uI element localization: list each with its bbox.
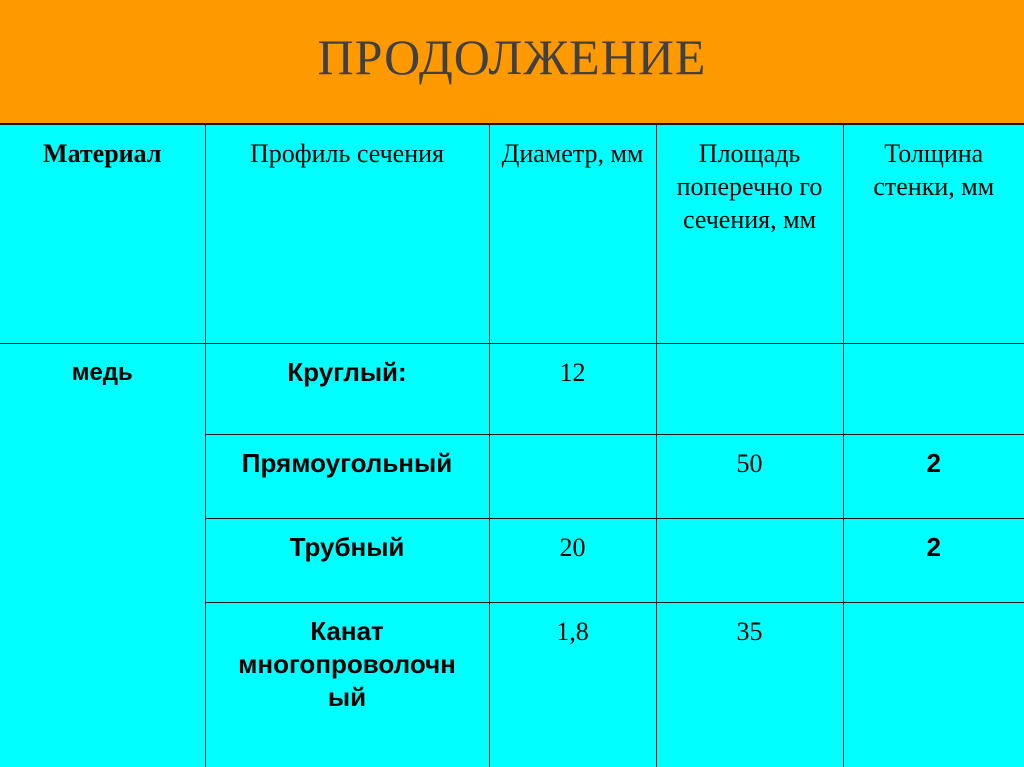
cell-profile: Канат многопроволочн ый	[205, 602, 489, 767]
header-profile: Профиль сечения	[205, 125, 489, 343]
cell-diameter: 20	[489, 518, 656, 602]
slide-title: ПРОДОЛЖЕНИЕ	[317, 28, 707, 85]
cell-thickness: 2	[843, 518, 1024, 602]
cell-material: медь	[0, 343, 205, 767]
cell-area	[656, 518, 843, 602]
cell-thickness: 2	[843, 434, 1024, 518]
cell-area: 50	[656, 434, 843, 518]
header-thickness: Толщина стенки, мм	[843, 125, 1024, 343]
header-diameter: Диаметр, мм	[489, 125, 656, 343]
header-material: Материал	[0, 125, 205, 343]
cell-area	[656, 343, 843, 434]
materials-table	[0, 125, 1024, 767]
cell-thickness	[843, 343, 1024, 434]
header-area: Площадь поперечно го сечения, мм	[656, 125, 843, 343]
cell-thickness	[843, 602, 1024, 767]
table-header-row	[0, 125, 1024, 343]
cell-profile: Прямоугольный	[205, 434, 489, 518]
cell-diameter	[489, 434, 656, 518]
cell-diameter: 12	[489, 343, 656, 434]
table-row	[0, 343, 1024, 434]
cell-diameter: 1,8	[489, 602, 656, 767]
cell-profile: Трубный	[205, 518, 489, 602]
cell-area: 35	[656, 602, 843, 767]
cell-profile: Круглый:	[205, 343, 489, 434]
title-bar	[0, 0, 1024, 125]
